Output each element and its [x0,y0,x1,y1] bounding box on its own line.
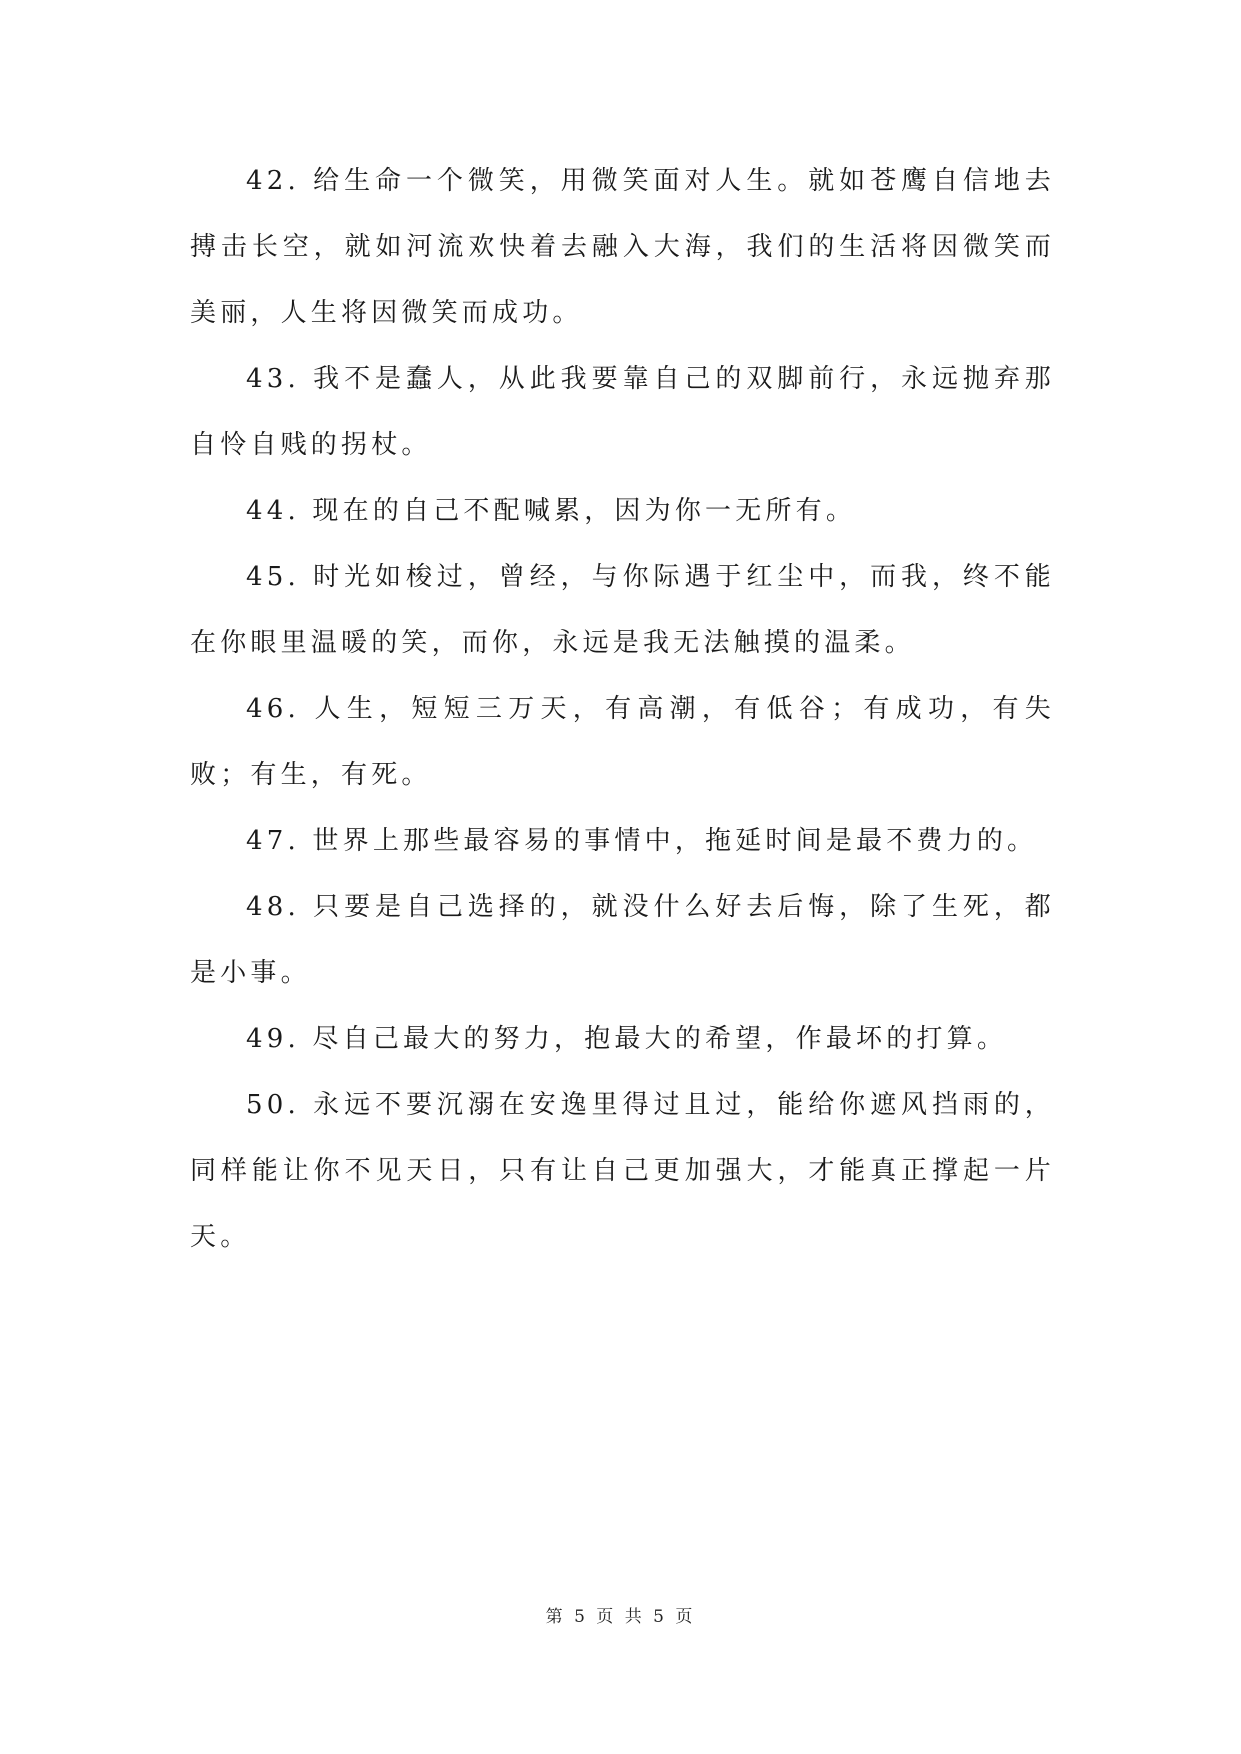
paragraph-49: 49. 尽自己最大的努力，抱最大的希望，作最坏的打算。 [246,1024,1008,1054]
paragraph-46: 46. 人生，短短三万天，有高潮，有低谷；有成功，有失败；有生，有死。 [190,694,1055,790]
paragraph-50: 50. 永远不要沉溺在安逸里得过且过，能给你遮风挡雨的，同样能让你不见天日，只有让自己更加强大，才能真正撑起一片天。 [190,1090,1055,1252]
paragraph-45: 45. 时光如梭过，曾经，与你际遇于红尘中，而我，终不能在你眼里温暖的笑，而你，永远是我无法触摸的温柔。 [190,562,1055,658]
paragraph-44: 44. 现在的自己不配喊累，因为你一无所有。 [246,496,857,526]
paragraph-47: 47. 世界上那些最容易的事情中，拖延时间是最不费力的。 [246,826,1038,856]
paragraph-43: 43. 我不是蠢人，从此我要靠自己的双脚前行，永远抛弃那自怜自贱的拐杖。 [190,364,1055,460]
document-body [190,148,1055,1270]
page-number-footer: 第 5 页 共 5 页 [545,1607,696,1627]
paragraph-48: 48. 只要是自己选择的，就没什么好去后悔，除了生死，都是小事。 [190,892,1055,988]
paragraph-42: 42. 给生命一个微笑，用微笑面对人生。就如苍鹰自信地去搏击长空，就如河流欢快着去融入大海，我们的生活将因微笑而美丽，人生将因微笑而成功。 [190,166,1055,328]
